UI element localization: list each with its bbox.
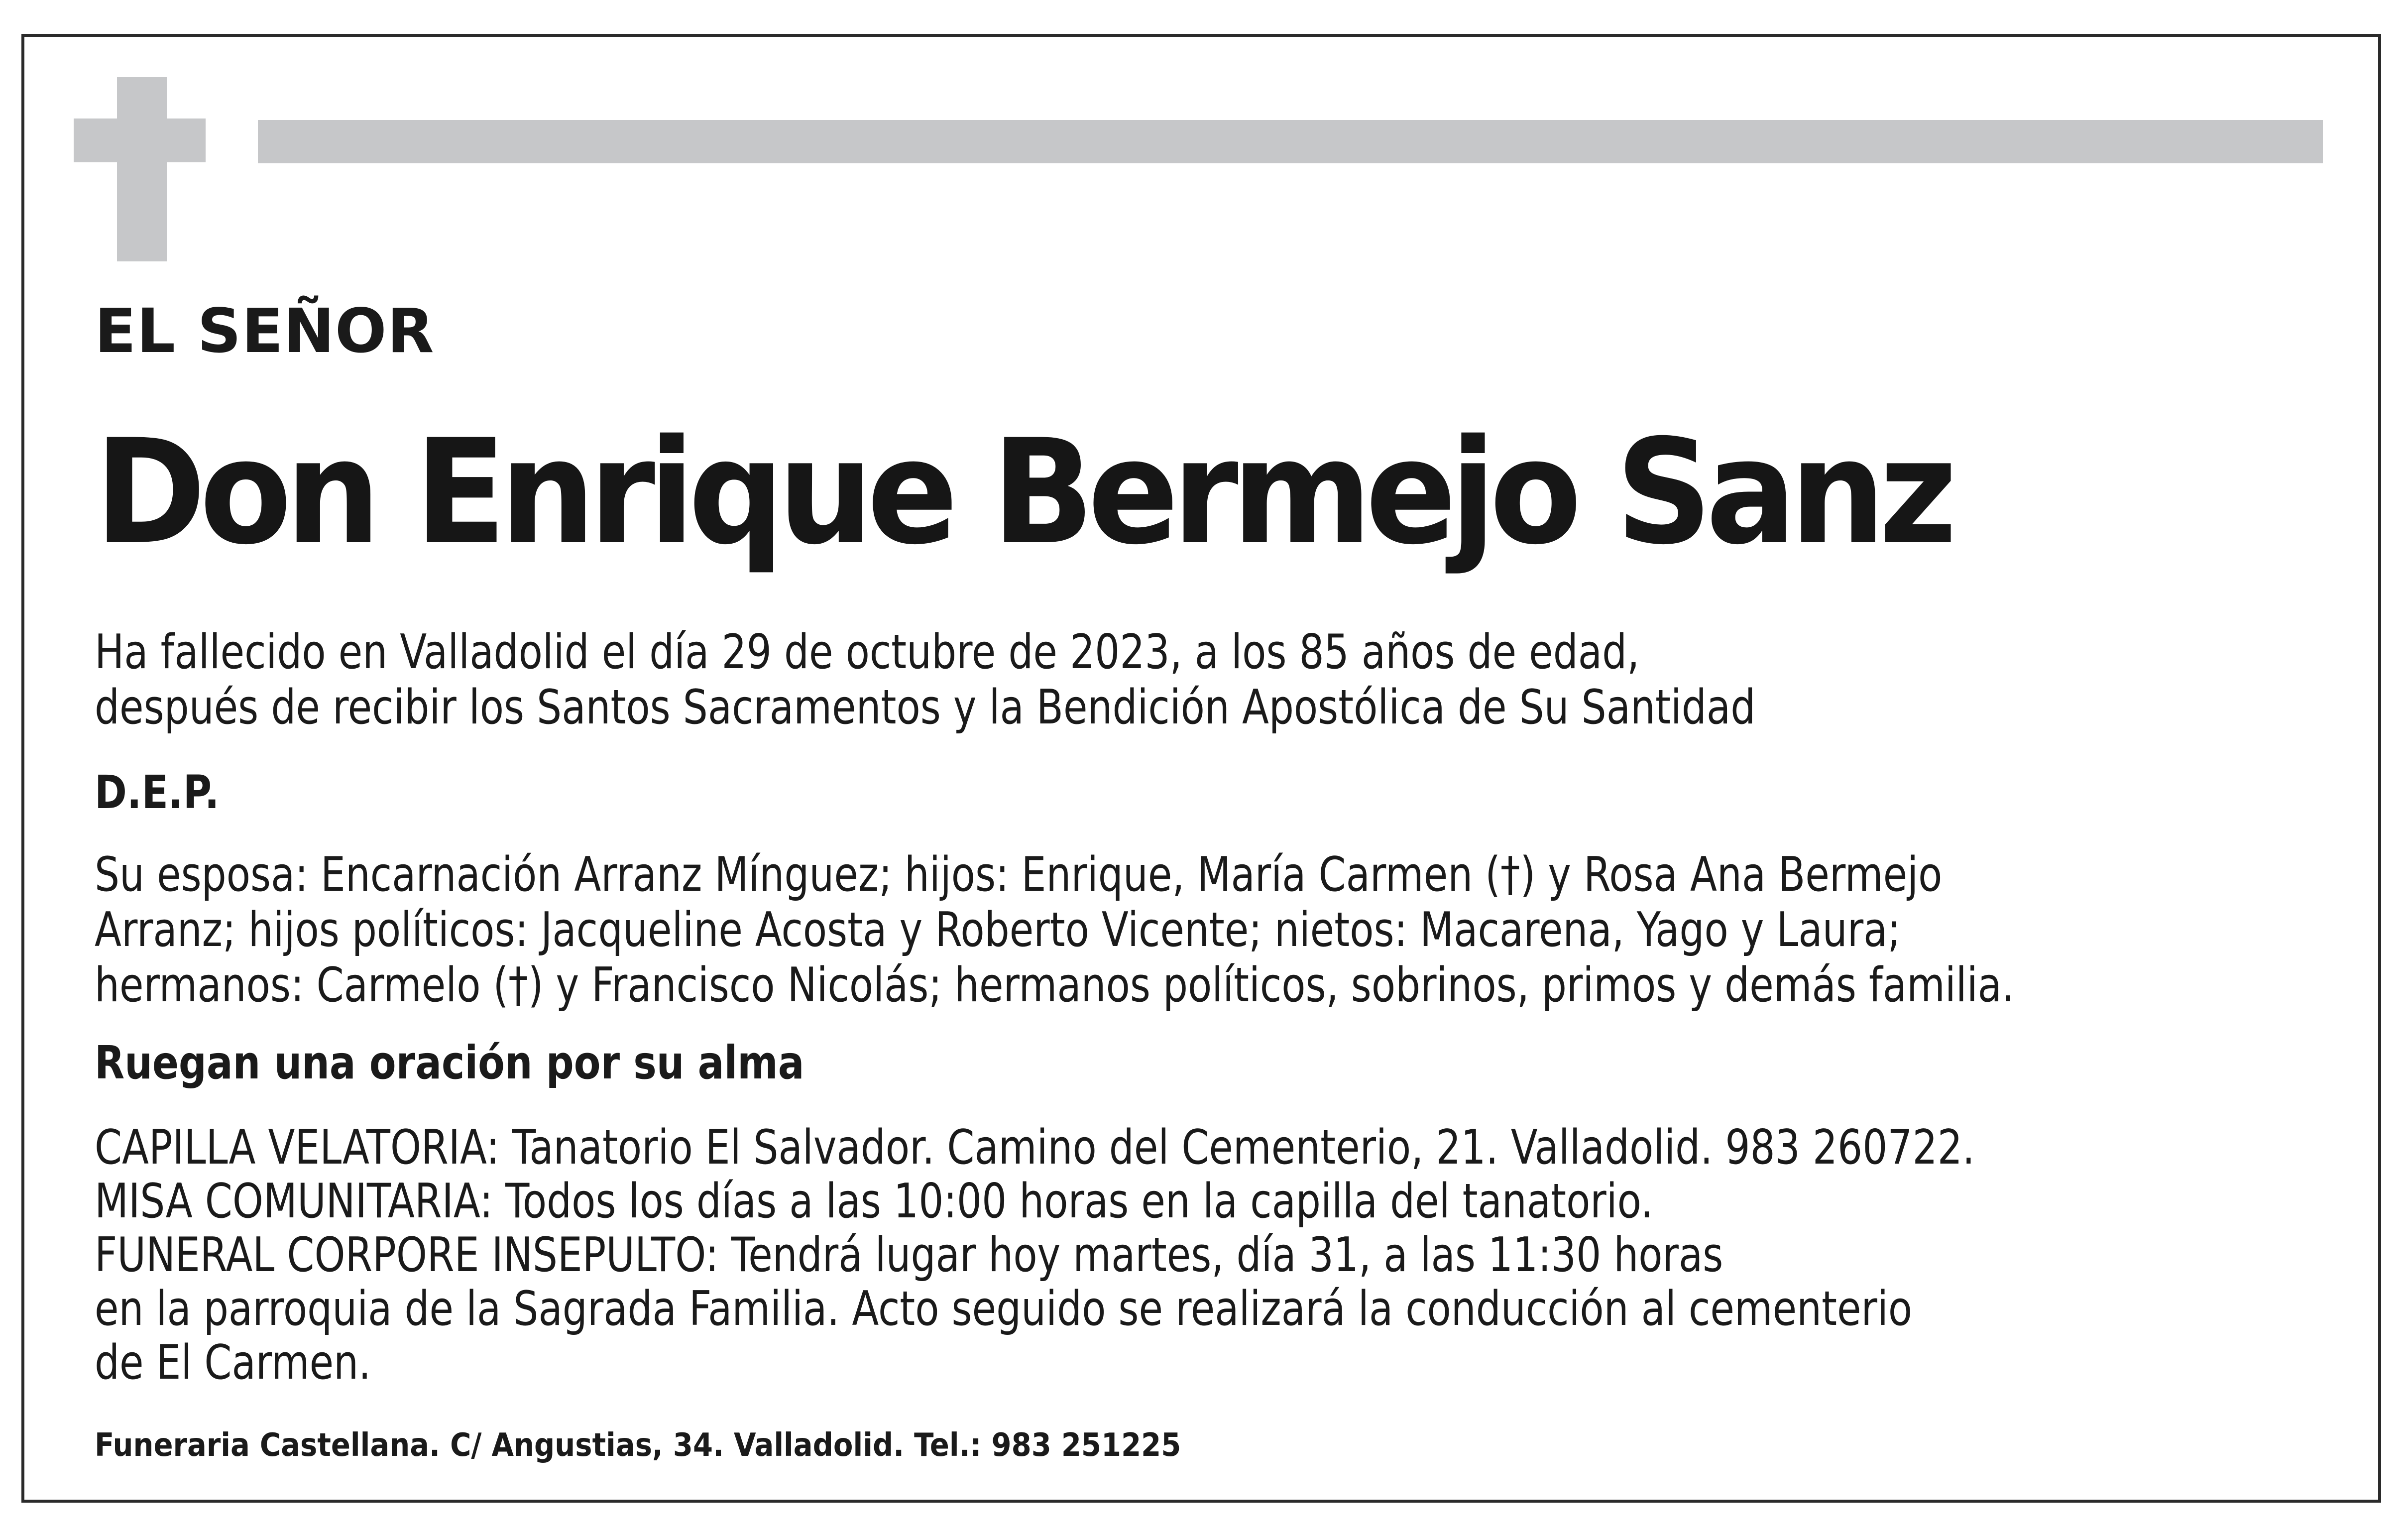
- services-line-2: MISA COMUNITARIA: Todos los días a las 10:00 horas en la capilla del tanatorio.: [95, 1174, 1653, 1229]
- family-line-3: hermanos: Carmelo (†) y Francisco Nicolás; hermanos políticos, sobrinos, primos y demás familia.: [95, 958, 2014, 1013]
- decorative-gray-bar: [258, 120, 2323, 163]
- family-line-2: Arranz; hijos políticos: Jacqueline Acosta y Roberto Vicente; nietos: Macarena, Yago y Laura;: [95, 903, 1901, 957]
- announcement-line-1: Ha fallecido en Valladolid el día 29 de octubre de 2023, a los 85 años de edad,: [95, 625, 1640, 680]
- services-line-1: CAPILLA VELATORIA: Tanatorio El Salvador. Camino del Cementerio, 21. Valladolid. 983 260722.: [95, 1120, 1975, 1175]
- dep-label: D.E.P.: [95, 766, 220, 819]
- announcement-line-2: después de recibir los Santos Sacramentos y la Bendición Apostólica de Su Santidad: [95, 680, 1756, 735]
- family-line-1: Su esposa: Encarnación Arranz Mínguez; hijos: Enrique, María Carmen (†) y Rosa Ana Bermejo: [95, 847, 1943, 902]
- cross-icon-vertical: [117, 77, 167, 261]
- title-prefix: EL SEÑOR: [95, 296, 435, 366]
- deceased-name: Don Enrique Bermejo Sanz: [95, 409, 1951, 577]
- services-line-3: FUNERAL CORPORE INSEPULTO: Tendrá lugar hoy martes, día 31, a las 11:30 horas: [95, 1228, 1723, 1283]
- services-line-5: de El Carmen.: [95, 1335, 371, 1390]
- prayer-request: Ruegan una oración por su alma: [95, 1036, 804, 1089]
- cross-icon-horizontal: [74, 118, 206, 162]
- funeral-home-footer: Funeraria Castellana. C/ Angustias, 34. Valladolid. Tel.: 983 251225: [95, 1427, 1181, 1464]
- services-line-4: en la parroquia de la Sagrada Familia. Acto seguido se realizará la conducción al cementerio: [95, 1282, 1913, 1336]
